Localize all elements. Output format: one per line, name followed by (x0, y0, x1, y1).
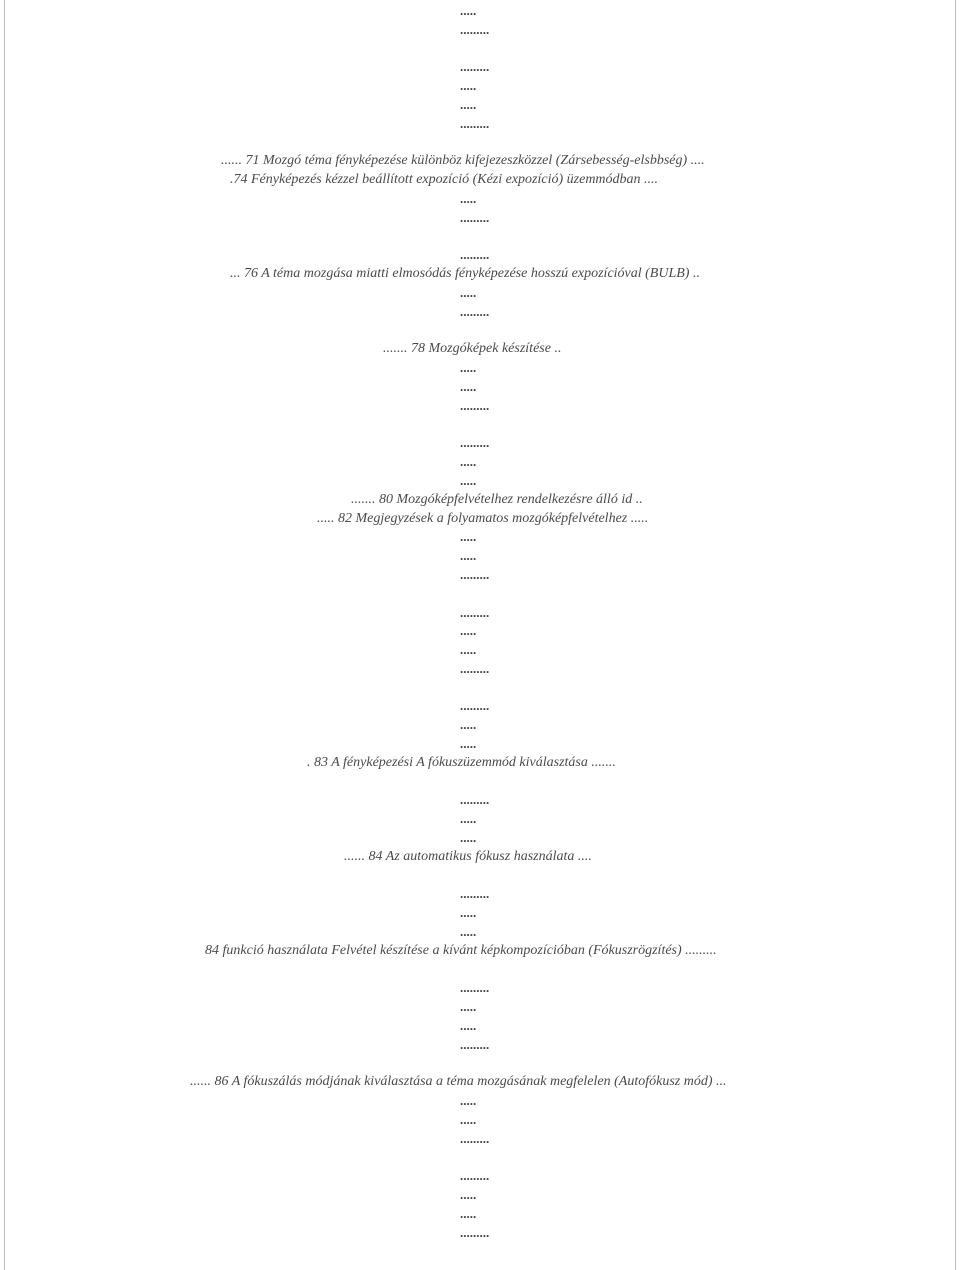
leader-dots: ..... (460, 3, 477, 18)
leader-dots: ..... (460, 1206, 477, 1221)
leader-dots: ..... (460, 529, 477, 545)
toc-entry: ... 76 A téma mozgása miatti elmosódás fényképezése hosszú expozícióval (BULB) .. (230, 266, 700, 282)
blank-line (0, 961, 960, 980)
leader-dots: ......... (460, 792, 490, 808)
leader-dots: ......... (460, 980, 490, 996)
blank-line (0, 40, 960, 59)
leader-dots: ..... (460, 1018, 477, 1034)
blank-line (0, 1149, 960, 1168)
blank-line (0, 585, 960, 604)
toc-entry: ...... 71 Mozgó téma fényképezése különböz kifejezeszközzel (Zársebesség-elsbbség) .... (221, 153, 705, 169)
leader-dots: ......... (460, 209, 490, 225)
leader-dots: ......... (460, 115, 490, 131)
table-of-contents (0, 2, 960, 1243)
leader-dots: ......... (460, 1224, 490, 1240)
leader-dots: ......... (460, 1130, 490, 1146)
leader-dots: ..... (460, 78, 477, 94)
leader-dots: ..... (460, 378, 477, 394)
leader-dots: ..... (460, 623, 477, 639)
toc-entry: ....... 80 Mozgóképfelvételhez rendelkezésre álló id .. (351, 491, 643, 507)
leader-dots: ......... (460, 435, 490, 451)
leader-dots: ..... (460, 1112, 477, 1128)
leader-dots: ......... (460, 397, 490, 413)
leader-dots: ......... (460, 604, 490, 620)
leader-dots: ..... (460, 190, 477, 206)
leader-dots: ..... (460, 1093, 477, 1109)
toc-entry: ..... 82 Megjegyzések a folyamatos mozgóképfelvételhez ..... (317, 510, 649, 526)
blank-line (0, 773, 960, 792)
leader-dots: ......... (460, 566, 490, 582)
leader-dots: ..... (460, 96, 477, 112)
toc-entry: . 83 A fényképezési A fókuszüzemmód kiválasztása ....... (307, 754, 616, 770)
leader-dots: ..... (460, 642, 477, 658)
leader-dots: ..... (460, 284, 477, 300)
leader-dots: ..... (460, 1187, 477, 1203)
blank-line (0, 228, 960, 247)
blank-line (0, 679, 960, 698)
toc-entry: ...... 84 Az automatikus fókusz használata .... (344, 848, 592, 864)
leader-dots: ......... (460, 1168, 490, 1184)
leader-dots: ..... (460, 905, 477, 921)
leader-dots: ..... (460, 999, 477, 1015)
leader-dots: ..... (460, 717, 477, 733)
leader-dots: ......... (460, 660, 490, 676)
toc-entry: ...... 86 A fókuszálás módjának kiválasztása a téma mozgásának megfelelen (Autofókusz mód) ... (190, 1074, 727, 1090)
leader-dots: ......... (460, 1036, 490, 1052)
blank-line (0, 1055, 960, 1074)
blank-line (0, 416, 960, 435)
leader-dots: ..... (460, 811, 477, 827)
leader-dots: ......... (460, 247, 490, 263)
leader-dots: ..... (460, 454, 477, 470)
leader-dots: ..... (460, 472, 477, 488)
leader-dots: ..... (460, 830, 477, 846)
blank-line (0, 322, 960, 341)
leader-dots: ......... (460, 59, 490, 75)
leader-dots: ......... (460, 886, 490, 902)
leader-dots: ......... (460, 698, 490, 714)
leader-dots: ..... (460, 360, 477, 376)
leader-dots: ......... (460, 21, 490, 37)
toc-entry: .74 Fényképezés kézzel beállított expozíció (Kézi expozíció) üzemmódban .... (230, 172, 659, 188)
leader-dots: ..... (460, 548, 477, 564)
blank-line (0, 867, 960, 886)
blank-line (0, 134, 960, 153)
leader-dots: ..... (460, 924, 477, 940)
leader-dots: ......... (460, 303, 490, 319)
leader-dots: ..... (460, 736, 477, 752)
toc-entry: 84 funkció használata Felvétel készítése a kívánt képkompozícióban (Fókuszrögzítés) ......... (205, 942, 717, 958)
toc-entry: ....... 78 Mozgóképek készítése .. (383, 341, 562, 357)
